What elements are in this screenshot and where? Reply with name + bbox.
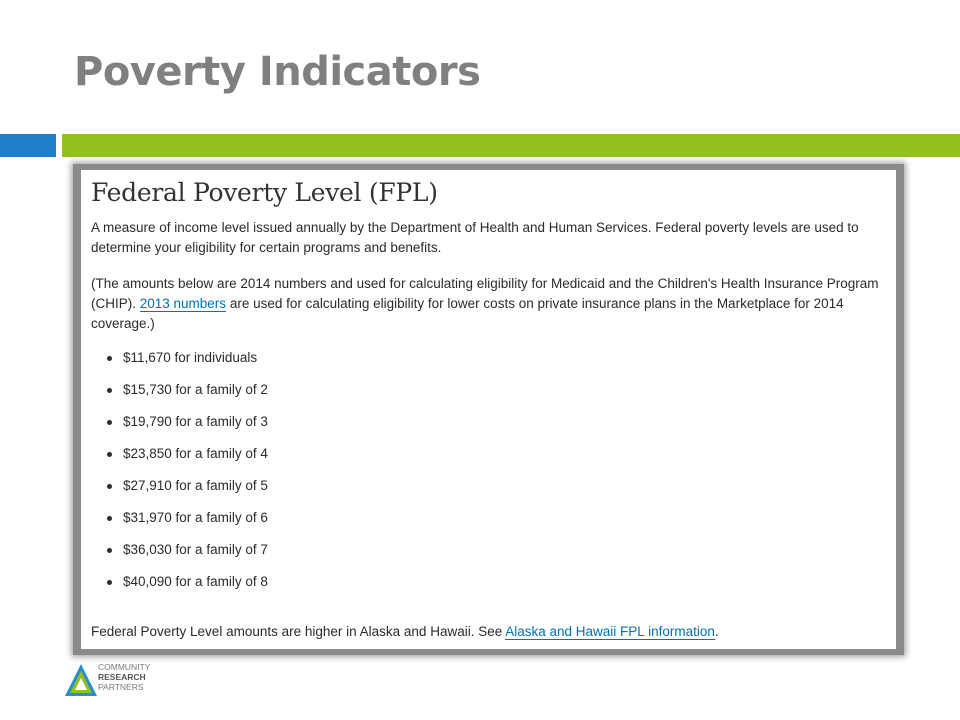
fpl-amount: $15,730 for a family of 2: [123, 382, 268, 397]
triangle-logo-icon: [64, 662, 98, 698]
bullet-icon: [107, 484, 112, 489]
footer-period: .: [714, 624, 719, 639]
accent-bar-green: [62, 134, 960, 157]
list-item: [91, 572, 268, 604]
fpl-amount: $23,850 for a family of 4: [123, 446, 268, 461]
logo-line-partners: PARTNERS: [98, 682, 144, 692]
fpl-amount: $36,030 for a family of 7: [123, 542, 268, 557]
2013-numbers-link[interactable]: 2013 numbers: [139, 296, 227, 311]
fpl-amount: $27,910 for a family of 5: [123, 478, 268, 493]
fpl-amount: $11,670 for individuals: [123, 350, 258, 365]
bullet-icon: [107, 548, 112, 553]
footer-text: Federal Poverty Level amounts are higher in Alaska and Hawaii. See: [91, 624, 506, 639]
note-text-end: are used for calculating eligibility for lower costs on private insurance plans in the Marketplace for 2014 coverage.): [91, 296, 844, 331]
accent-bar-blue: [0, 134, 56, 157]
bullet-icon: [107, 452, 112, 457]
list-item: [91, 444, 268, 476]
fpl-list: [91, 348, 268, 604]
slide-title: Poverty Indicators: [74, 49, 481, 95]
fpl-note: [91, 274, 881, 334]
fpl-amount: $19,790 for a family of 3: [123, 414, 268, 429]
list-item: [91, 508, 268, 540]
logo-line-community: COMMUNITY: [98, 662, 151, 672]
alaska-hawaii-link[interactable]: Alaska and Hawaii FPL information: [505, 624, 715, 639]
community-research-partners-logo: [64, 660, 164, 700]
bullet-icon: [107, 388, 112, 393]
logo-text: [98, 662, 150, 692]
fpl-intro: A measure of income level issued annually by the Department of Health and Human Services. Federal poverty levels are used to determine your eligibility for certain programs and benefits.: [91, 220, 859, 255]
bullet-icon: [107, 580, 112, 585]
list-item: [91, 380, 268, 412]
list-item: [91, 412, 268, 444]
bullet-icon: [107, 516, 112, 521]
fpl-amount: $40,090 for a family of 8: [123, 574, 268, 589]
fpl-amount: $31,970 for a family of 6: [123, 510, 268, 525]
fpl-footer: [91, 622, 881, 642]
note-text-start: (The amounts below are 2014 numbers and used for calculating eligibility for Medicaid and the Children's Health Insurance Program (CHIP).: [91, 276, 879, 311]
logo-line-research: RESEARCH: [98, 672, 146, 682]
screenshot-panel: [73, 164, 904, 655]
list-item: [91, 476, 268, 508]
panel-content: [81, 170, 896, 649]
fpl-heading: Federal Poverty Level (FPL): [91, 178, 438, 207]
list-item: [91, 348, 268, 380]
bullet-icon: [107, 420, 112, 425]
list-item: [91, 540, 268, 572]
bullet-icon: [107, 356, 112, 361]
